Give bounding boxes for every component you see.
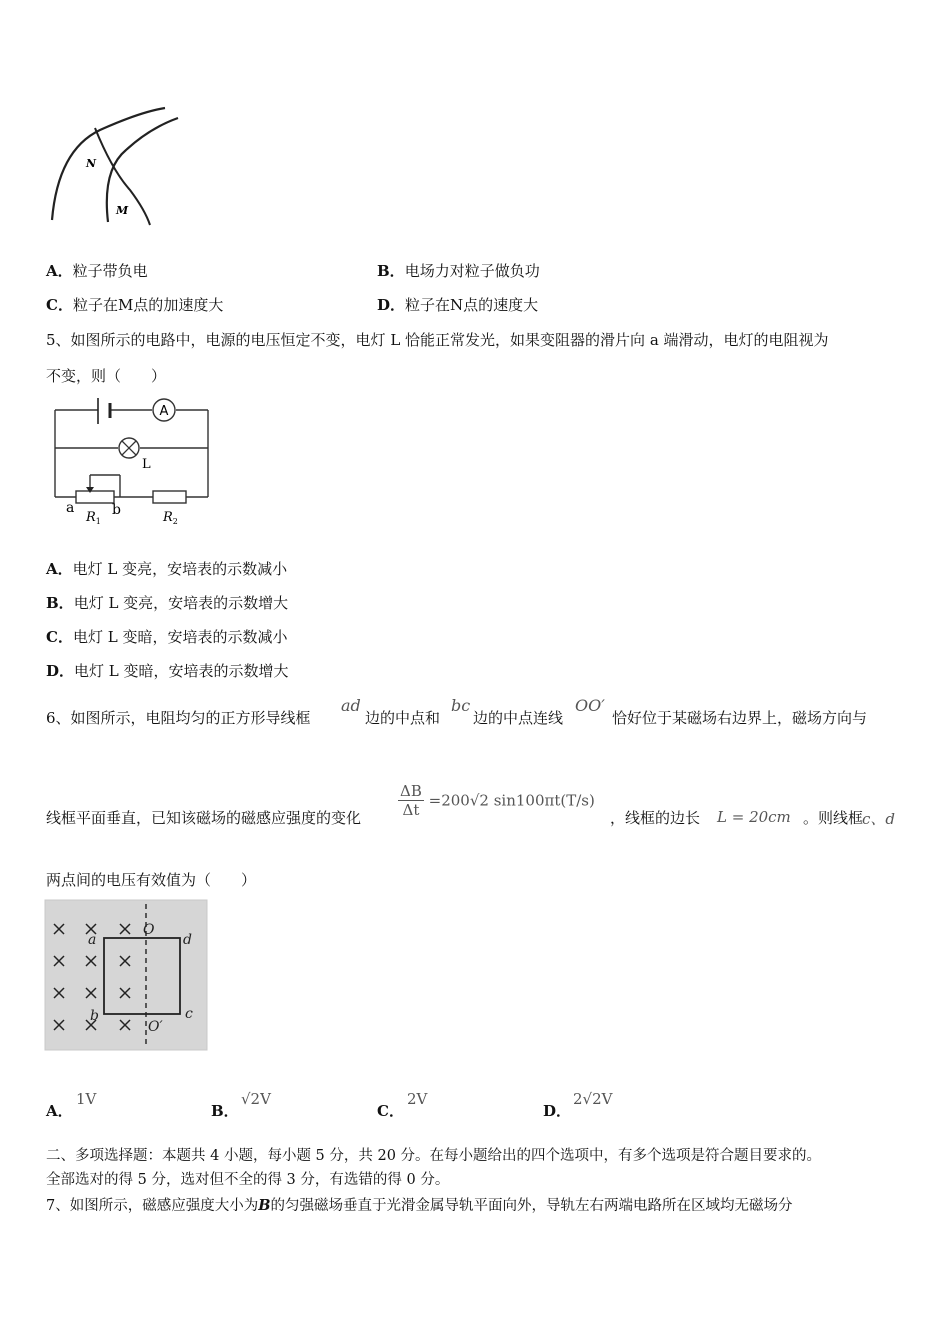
q6-option-c-letter: C． xyxy=(377,1102,404,1120)
q5-option-a: A．电灯 L 变亮，安培表的示数减小 xyxy=(46,560,288,578)
label-o: O xyxy=(143,922,155,938)
q6-option-c-value: 2V xyxy=(407,1090,428,1108)
q6-math-ad: ad xyxy=(341,696,361,715)
q4-option-d: D．粒子在N点的速度大 xyxy=(377,296,539,314)
terminal-b-label: b xyxy=(112,502,121,518)
q6-formula-rest: =200√2 sin100πt(T/s) xyxy=(428,791,595,810)
q6-stem-seg3: 边的中点连线 xyxy=(473,709,564,727)
label-b: b xyxy=(90,1008,99,1024)
q6-option-b-letter: B． xyxy=(211,1102,239,1120)
q6-stem-seg1: 6、如图所示，电阻均匀的正方形导线框 xyxy=(46,709,311,727)
q6-option-b-value: √2V xyxy=(241,1090,271,1108)
q6-stem-seg5: 线框平面垂直，已知该磁场的磁感应强度的变化 xyxy=(46,809,362,827)
q6-stem-seg7: 。则线框 xyxy=(803,809,864,827)
q5-stem-line2: 不变，则（ ） xyxy=(46,367,167,385)
r2-label: $R_2$ xyxy=(163,510,178,526)
q7-math-b: B xyxy=(258,1197,271,1214)
ammeter-label: A xyxy=(159,404,169,419)
lamp-label: L xyxy=(142,457,151,472)
q6-stem-seg2: 边的中点和 xyxy=(365,709,441,727)
q6-formula-denominator: Δt xyxy=(402,801,420,819)
q6-math-bc: bc xyxy=(451,696,471,715)
q4-option-c: C．粒子在M点的加速度大 xyxy=(46,296,224,314)
q6-stem-seg6: ，线框的边长 xyxy=(610,809,701,827)
q6-stem-seg8: 两点间的电压有效值为（ ） xyxy=(46,871,257,889)
label-c: c xyxy=(185,1006,193,1022)
q6-option-a-value: 1V xyxy=(76,1090,97,1108)
q5-option-d: D．电灯 L 变暗，安培表的示数增大 xyxy=(46,662,289,680)
q6-math-oo: OO′ xyxy=(575,696,605,715)
section2-instructions-line2: 全部选对的得 5 分，选对但不全的得 3 分，有选错的得 0 分。 xyxy=(46,1172,450,1188)
q5-option-c: C．电灯 L 变暗，安培表的示数减小 xyxy=(46,628,288,646)
q6-math-cd: c、d xyxy=(862,810,896,828)
q4-label-m: M xyxy=(116,204,129,217)
label-o-prime: O′ xyxy=(148,1019,163,1035)
q6-stem-seg4: 恰好位于某磁场右边界上，磁场方向与 xyxy=(612,709,868,727)
section2-instructions-line1: 二、多项选择题：本题共 4 小题，每小题 5 分，共 20 分。在每小题给出的四个选项中，有多个选项是符合题目要求的。 xyxy=(46,1148,822,1164)
label-a: a xyxy=(88,932,97,948)
label-d: d xyxy=(183,932,192,948)
q4-option-a: A．粒子带负电 xyxy=(46,262,148,280)
q7-stem: 7、如图所示，磁感应强度大小为B的匀强磁场垂直于光滑金属导轨平面向外，导轨左右两端电路所在区域均无磁场分 xyxy=(46,1197,793,1214)
q6-option-d-letter: D． xyxy=(543,1102,572,1120)
q6-option-a-letter: A． xyxy=(46,1102,73,1120)
q6-option-d-value: 2√2V xyxy=(573,1090,613,1108)
q4-option-b: B．电场力对粒子做负功 xyxy=(377,262,540,280)
q4-label-n: N xyxy=(86,157,97,170)
r1-label: $R_1$ xyxy=(86,510,101,526)
q6-math-length: L = 20cm xyxy=(717,808,791,826)
q5-option-b: B．电灯 L 变亮，安培表的示数增大 xyxy=(46,594,289,612)
q6-formula-numerator: ΔB xyxy=(400,782,422,800)
q5-stem-line1: 5、如图所示的电路中，电源的电压恒定不变，电灯 L 恰能正常发光，如果变阻器的滑片向 a 端滑动，电灯的电阻视为 xyxy=(46,331,829,349)
terminal-a-label: a xyxy=(66,500,75,516)
